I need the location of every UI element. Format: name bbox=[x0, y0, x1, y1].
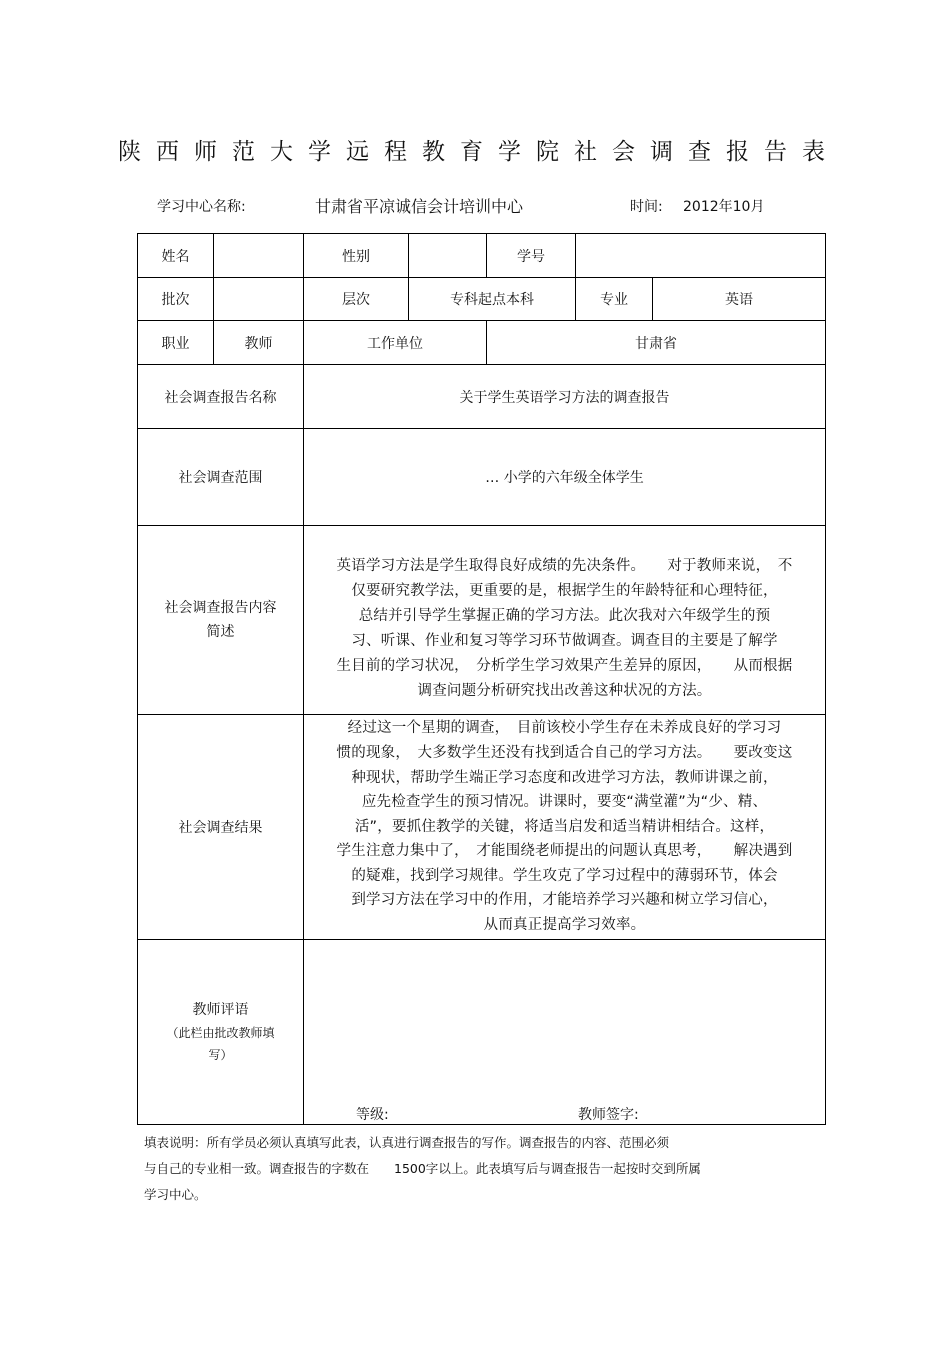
result-line: 经过这一个星期的调查， 目前该校小学生存在未养成良好的学习习 bbox=[347, 720, 782, 737]
comment-footer bbox=[304, 947, 825, 1124]
survey-form-table bbox=[137, 233, 826, 1125]
summary-line: 生目前的学习状况， 分析学生学习效果产生差异的原因， 从而根据 bbox=[336, 657, 793, 674]
instruction-line: 与自己的专业相一致。调查报告的字数在 1500字以上。此表填写后与调查报告一起按时交到所属 bbox=[144, 1161, 701, 1176]
name-field[interactable] bbox=[214, 234, 304, 278]
comment-field[interactable] bbox=[304, 940, 826, 1125]
gender-label: 性别 bbox=[304, 234, 409, 278]
batch-field[interactable] bbox=[214, 278, 304, 321]
major-label: 专业 bbox=[576, 278, 653, 321]
result-line: 从而真正提高学习效率。 bbox=[483, 917, 646, 934]
summary-line: 仅要研究教学法，更重要的是，根据学生的年龄特征和心理特征， bbox=[351, 582, 778, 599]
student-id-label: 学号 bbox=[487, 234, 576, 278]
comment-label-note-2: 写） bbox=[208, 1048, 233, 1062]
summary-line: 英语学习方法是学生取得良好成绩的先决条件。 对于教师来说， 不 bbox=[336, 557, 793, 574]
grade-label: 等级: bbox=[356, 1107, 389, 1123]
report-name-field[interactable]: 关于学生英语学习方法的调查报告 bbox=[304, 365, 826, 429]
summary-label bbox=[138, 526, 304, 715]
result-line: 惯的现象， 大多数学生还没有找到适合自己的学习方法。 要改变这 bbox=[336, 744, 793, 761]
name-label: 姓名 bbox=[138, 234, 214, 278]
result-line: 学生注意力集中了， 才能围绕老师提出的问题认真思考， 解决遇到 bbox=[336, 843, 793, 860]
comment-label-note-1: （此栏由批改教师填 bbox=[166, 1026, 275, 1040]
gender-field[interactable] bbox=[409, 234, 487, 278]
scope-label: 社会调查范围 bbox=[138, 429, 304, 526]
level-label: 层次 bbox=[304, 278, 409, 321]
level-field[interactable]: 专科起点本科 bbox=[409, 278, 576, 321]
batch-label: 批次 bbox=[138, 278, 214, 321]
scope-field[interactable]: … 小学的六年级全体学生 bbox=[304, 429, 826, 526]
comment-label-main: 教师评语 bbox=[192, 1002, 249, 1018]
summary-field[interactable] bbox=[304, 526, 826, 715]
result-line: 活”，要抓住教学的关键，将适当启发和适当精讲相结合。这样， bbox=[354, 818, 775, 835]
summary-line: 习、听课、作业和复习等学习环节做调查。调查目的主要是了解学 bbox=[351, 632, 778, 649]
report-name-label: 社会调查报告名称 bbox=[138, 365, 304, 429]
result-line: 种现状，帮助学生端正学习态度和改进学习方法，教师讲课之前， bbox=[351, 769, 778, 786]
comment-label bbox=[138, 940, 304, 1125]
time-label: 时间: bbox=[630, 199, 663, 215]
summary-line: 调查问题分析研究找出改善这种状况的方法。 bbox=[417, 682, 712, 699]
student-id-field[interactable] bbox=[576, 234, 826, 278]
signature-label: 教师签字: bbox=[578, 1107, 639, 1123]
time-value: 2012年10月 bbox=[683, 199, 765, 215]
result-field[interactable] bbox=[304, 715, 826, 940]
page-title: 陕西师范大学远程教育学院社会调查报告表 bbox=[118, 139, 840, 165]
major-field[interactable]: 英语 bbox=[653, 278, 826, 321]
summary-line: 总结并引导学生掌握正确的学习方法。此次我对六年级学生的预 bbox=[358, 607, 771, 624]
instruction-line: 学习中心。 bbox=[144, 1187, 207, 1202]
summary-label-line-1: 社会调查报告内容 bbox=[164, 600, 277, 616]
result-label: 社会调查结果 bbox=[138, 715, 304, 940]
job-label: 职业 bbox=[138, 321, 214, 365]
result-line: 到学习方法在学习中的作用，才能培养学习兴趣和树立学习信心， bbox=[351, 892, 778, 909]
result-line: 应先检查学生的预习情况。讲课时，要变“满堂灌”为“少、精、 bbox=[361, 794, 768, 811]
workplace-field[interactable]: 甘肃省 bbox=[487, 321, 826, 365]
job-field[interactable]: 教师 bbox=[214, 321, 304, 365]
result-line: 的疑难，找到学习规律。学生攻克了学习过程中的薄弱环节，体会 bbox=[351, 867, 778, 884]
center-value: 甘肃省平凉诚信会计培训中心 bbox=[315, 197, 524, 216]
workplace-label: 工作单位 bbox=[304, 321, 487, 365]
form-instructions bbox=[144, 1130, 824, 1208]
summary-label-line-2: 简述 bbox=[206, 624, 235, 640]
center-label: 学习中心名称: bbox=[157, 199, 246, 215]
instruction-line: 填表说明：所有学员必须认真填写此表，认真进行调查报告的写作。调查报告的内容、范围必须 bbox=[144, 1135, 670, 1150]
